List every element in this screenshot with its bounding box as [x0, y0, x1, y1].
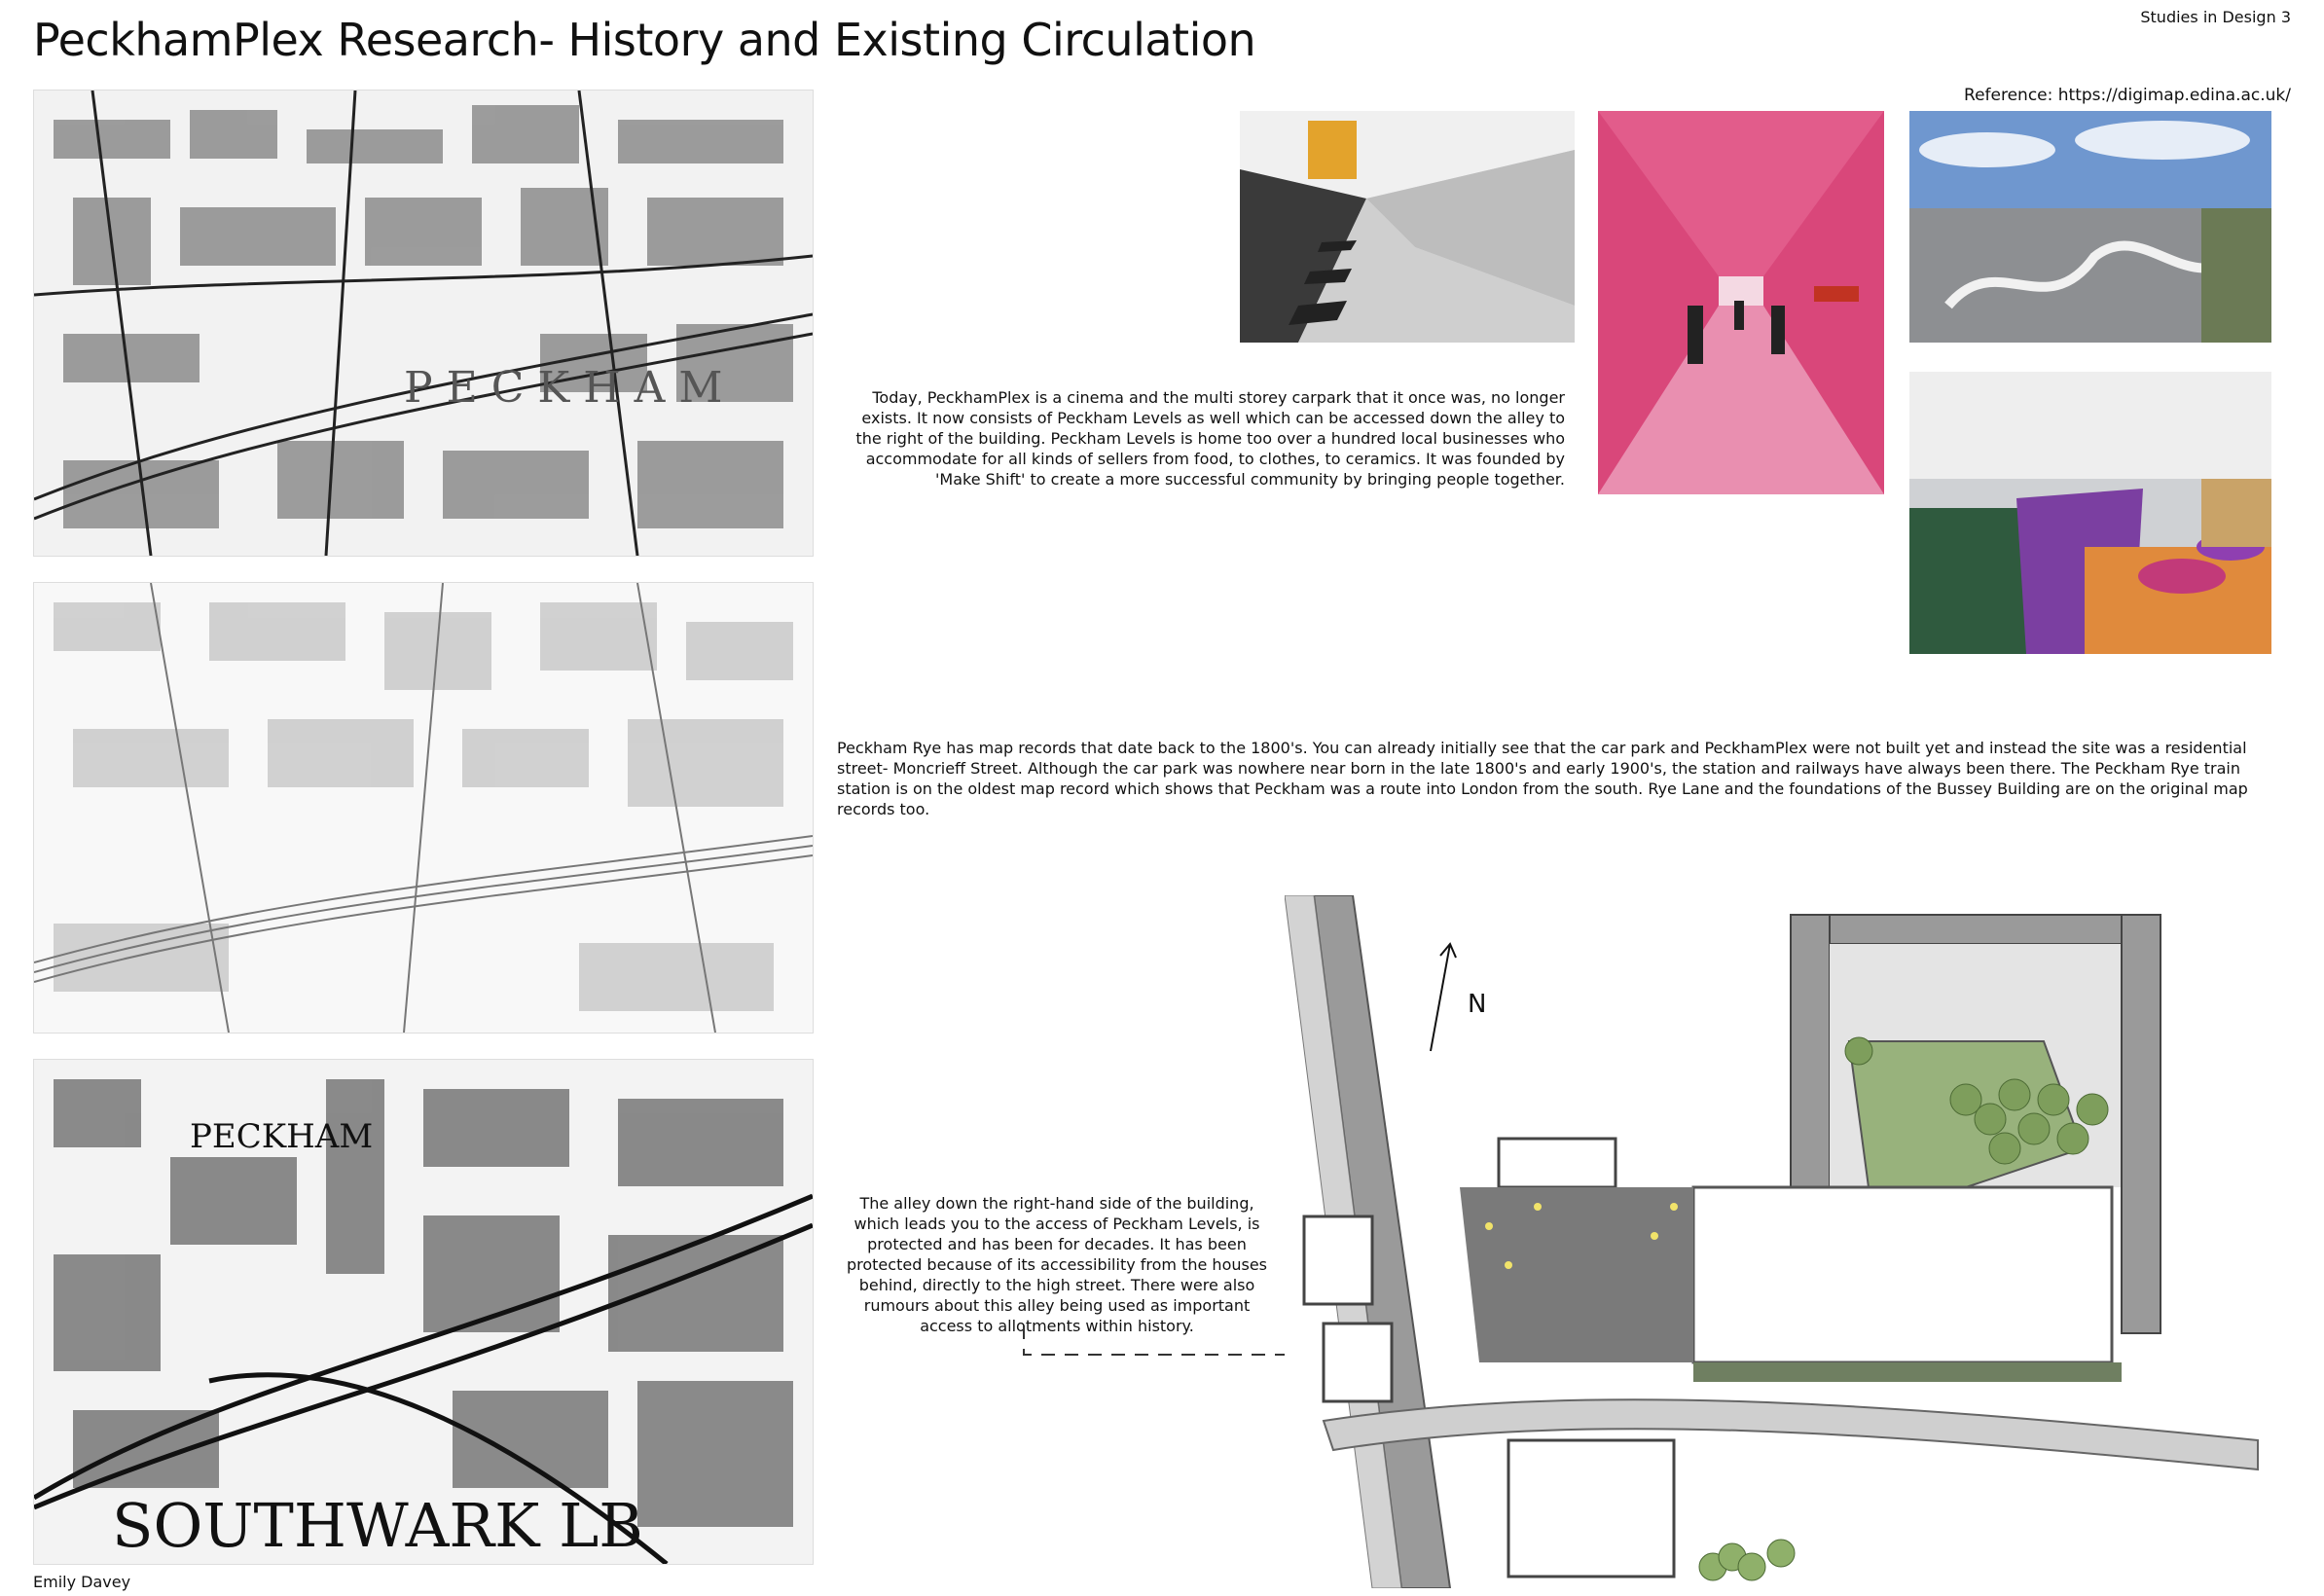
text-today: Today, PeckhamPlex is a cinema and the multi storey carpark that it once was, no longer exists. It now consists of Peckham Levels as well which can be accessed down the alley to the right of the building. Peckham Levels is home too over a hundred local businesses who accommodate for all kinds of sellers from food, to clothes, to ceramics. It was founded by 'Make Shift' to create a more successful community by bringing people together. [855, 388, 1565, 489]
map3-label-top: PECKHAM [190, 1117, 374, 1156]
map3-label-bottom: SOUTHWARK LB [112, 1490, 643, 1561]
map1-label: PECKHAM [404, 363, 737, 413]
reference-link[interactable]: Reference: https://digimap.edina.ac.uk/ [1964, 86, 2291, 105]
historic-map-oldest [33, 90, 814, 557]
author-name: Emily Davey [33, 1573, 131, 1591]
page-title: PeckhamPlex Research- History and Existing Circulation [33, 14, 1256, 66]
text-alley: The alley down the right-hand side of the building, which leads you to the access of Peckham Levels, is protected and has been for decades. It has been protected because of its accessibility from the houses behind, directly to the high street. There were also rumours about this alley being used as important access to allotments within history. [846, 1194, 1268, 1335]
north-label: N [1468, 990, 1487, 1019]
historic-map-modern [33, 1059, 814, 1565]
course-label: Studies in Design 3 [2140, 8, 2291, 26]
historic-map-early-1900s [33, 582, 814, 1034]
photo-alley-corridor [1240, 111, 1575, 343]
text-history: Peckham Rye has map records that date back to the 1800's. You can already initially see that the car park and PeckhamPlex were not built yet and instead the site was a residential street- Moncrieff Street. Although the car park was nowhere near born in the late 1800's and early 1900's, the station and railways have always been there. The Peckham Rye train station is on the oldest map record which shows that Peckham was a route into London from the south. Rye Lane and the foundations of the Bussey Building are on the original map records too. [837, 739, 2248, 818]
photo-levels-interior [1909, 372, 2271, 654]
photo-pink-corridor [1598, 111, 1884, 494]
photo-rooftop [1909, 111, 2271, 343]
site-plan [1285, 895, 2271, 1588]
